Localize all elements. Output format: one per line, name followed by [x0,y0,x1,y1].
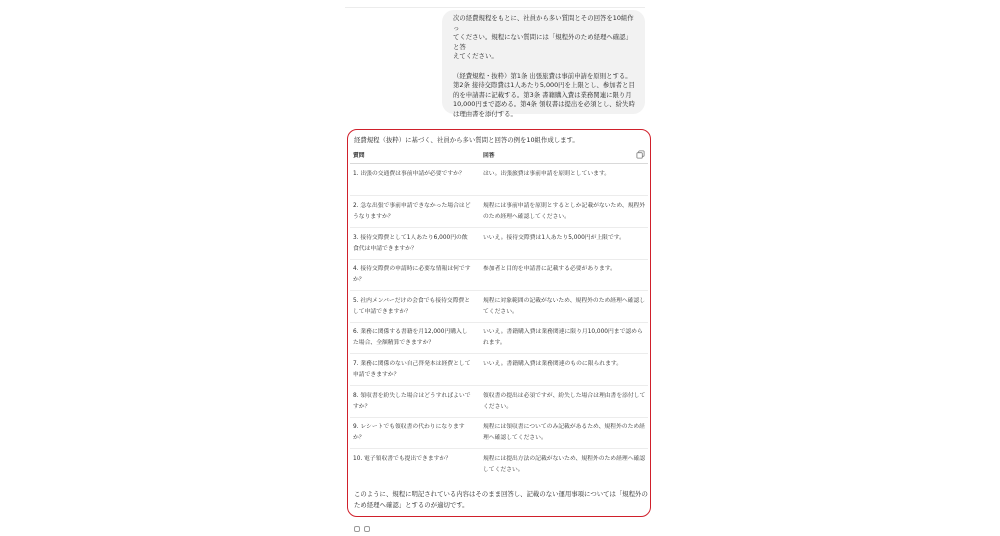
row-question: 10. 電子領収書でも提出できますか？ [353,456,452,462]
table-row [350,291,648,323]
row-question: 9. レシートでも領収書の代わりになりますか？ [353,424,465,441]
table-row [350,449,648,481]
table-row [350,196,648,228]
table-header-question: 質問 [353,153,365,159]
table-header-answer: 回答 [483,153,495,159]
user-message-line: 10,000円まで認める。第4条 領収書は提出を必須とし、紛失時 [453,100,635,108]
copy-response-icon[interactable] [354,526,360,532]
row-answer: 規程には事前申請を原則とするとしか記載がないため、規程外のため経理へ確認してください。 [483,203,646,220]
row-answer: いいえ。接待交際費は1人あたり5,000円が上限です。 [483,235,625,241]
copy-icon[interactable] [636,150,645,159]
user-message-line: 第2条 接待交際費は1人あたり5,000円を上限とし、参加者と目 [453,81,635,89]
answer-intro: 経費規程（抜粋）に基づく、社員から多い質問と回答の例を10組作成します。 [354,136,579,144]
row-question: 6. 業務に関係する書籍を月12,000円購入した場合、全額精算できますか？ [353,329,468,346]
answer-outro: このように、規程に明記されている内容はそのまま回答し、記載のない運用事項については「規程外のため経理へ確認」とするのが適切です。 [354,490,648,509]
user-message-line: 的を申請書に記載する。第3条 書籍購入費は業務関連に限り月 [453,90,632,99]
row-question: 8. 領収書を紛失した場合はどうすればよいですか？ [353,393,471,410]
table-row [350,322,648,354]
row-answer: 規程に対象範囲の記載がないため、規程外のため経理へ確認してください。 [483,298,646,315]
row-question: 4. 接待交際費の申請時に必要な情報は何ですか？ [353,266,471,283]
table-row [350,259,648,291]
row-answer: 規程には領収書についてのみ記載があるため、規程外のため経理へ確認してください。 [483,424,645,441]
message-actions [354,517,394,523]
row-answer: 参加者と目的を申請書に記載する必要があります。 [483,266,616,272]
user-message-line: えてください。 [453,52,498,60]
row-question: 2. 急な出張で事前申請できなかった場合はどうなりますか？ [353,203,471,220]
top-divider [345,7,645,8]
row-question: 1. 出張の交通費は事前申請が必要ですか？ [353,171,465,177]
row-question: 3. 接待交際費として1人あたり6,000円の飲食代は申請できますか？ [353,235,468,252]
table-row [350,164,648,196]
feedback-icon[interactable] [364,526,370,532]
row-answer: いいえ。書籍購入費は業務関連のものに限られます。 [483,361,623,367]
user-message-line: は理由書を添付する。 [453,109,517,118]
user-message-line: てください。規程にない質問には「規程外のため経理へ確認」と答 [453,33,632,51]
table-row [350,417,648,449]
row-answer: 規程には提出方法の記載がないため、規程外のため経理へ確認してください。 [483,456,646,473]
user-message-line: 次の経費規程をもとに、社員から多い質問とその回答を10組作っ [453,14,634,32]
row-question: 5. 社内メンバーだけの会食でも接待交際費として申請できますか？ [353,298,471,315]
row-answer: はい。出張旅費は事前申請を原則としています。 [483,171,611,177]
table-row [350,228,648,260]
table-row [350,354,648,386]
row-answer: いいえ。書籍購入費は業務関連に限り月10,000円まで認められます。 [483,329,643,346]
row-answer: 領収書の提出は必須ですが、紛失した場合は理由書を添付してください。 [483,393,646,410]
table-row [350,386,648,418]
user-message-line: （経費規程・抜粋）第1条 出張旅費は事前申請を原則とする。 [453,71,632,80]
user-message-bubble [442,10,645,118]
row-question: 7. 業務に関係のない自己啓発本は経費として申請できますか？ [353,361,471,378]
